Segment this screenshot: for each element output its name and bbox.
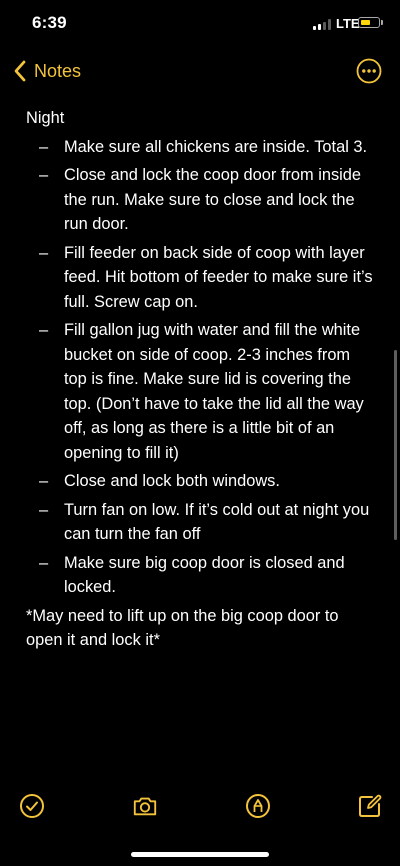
- bullet-dash: –: [39, 500, 49, 519]
- back-button-label: Notes: [34, 60, 82, 81]
- note-list: [26, 135, 376, 600]
- note-footer: *May need to lift up on the big coop door to open it and lock it*: [26, 606, 339, 649]
- status-time: 6:39: [32, 13, 67, 32]
- bullet-dash: –: [39, 243, 49, 262]
- list-item: [26, 135, 376, 160]
- home-indicator[interactable]: [131, 852, 269, 857]
- bullet-dash: –: [39, 137, 49, 156]
- list-item-text: Close and lock the coop door from inside the run. Make sure to close and lock the run door.: [64, 166, 362, 233]
- chevron-left-icon: [8, 56, 32, 86]
- note-body[interactable]: [26, 106, 376, 653]
- list-item: [26, 469, 376, 494]
- markup-icon: [245, 793, 271, 819]
- bullet-dash: –: [39, 166, 49, 184]
- list-item-text: Close and lock both windows.: [64, 472, 280, 490]
- list-item-text: Turn fan on low. If it’s cold out at night you can turn the fan off: [64, 500, 370, 543]
- checklist-icon: [19, 793, 45, 819]
- list-item: [26, 163, 376, 237]
- camera-button[interactable]: [132, 793, 158, 819]
- camera-icon: [132, 794, 158, 818]
- battery-icon: [358, 17, 380, 28]
- list-item-text: Fill feeder on back side of coop with layer feed. Hit bottom of feeder to make sure it’s full. Screw cap on.: [64, 243, 373, 311]
- more-options-button[interactable]: [356, 58, 382, 84]
- bullet-dash: –: [39, 553, 49, 572]
- list-item-text: Make sure big coop door is closed and locked.: [64, 553, 345, 596]
- compose-icon: [357, 793, 383, 819]
- bullet-dash: –: [39, 472, 49, 490]
- list-item: [26, 318, 376, 465]
- network-type: LTE: [336, 16, 360, 31]
- compose-button[interactable]: [357, 793, 383, 819]
- checklist-button[interactable]: [19, 793, 45, 819]
- status-bar: [0, 0, 400, 44]
- list-item: [26, 241, 376, 315]
- cellular-signal-icon: [313, 19, 333, 30]
- markup-button[interactable]: [245, 793, 271, 819]
- list-item-text: Make sure all chickens are inside. Total 3.: [64, 137, 368, 156]
- bullet-dash: –: [39, 321, 49, 339]
- ellipsis-circle-icon: [356, 58, 382, 84]
- note-title: Night: [26, 109, 65, 127]
- list-item: [26, 551, 376, 600]
- list-item: [26, 498, 376, 547]
- battery-cap: [381, 20, 383, 25]
- scroll-indicator[interactable]: [394, 350, 397, 540]
- back-button[interactable]: [8, 56, 81, 86]
- list-item-text: Fill gallon jug with water and fill the white bucket on side of coop. 2-3 inches from top is fine. Make sure lid is covering the top. (Don’t have to take the lid all the way off, as long as there is a little bit of an opening to fill it): [64, 321, 364, 462]
